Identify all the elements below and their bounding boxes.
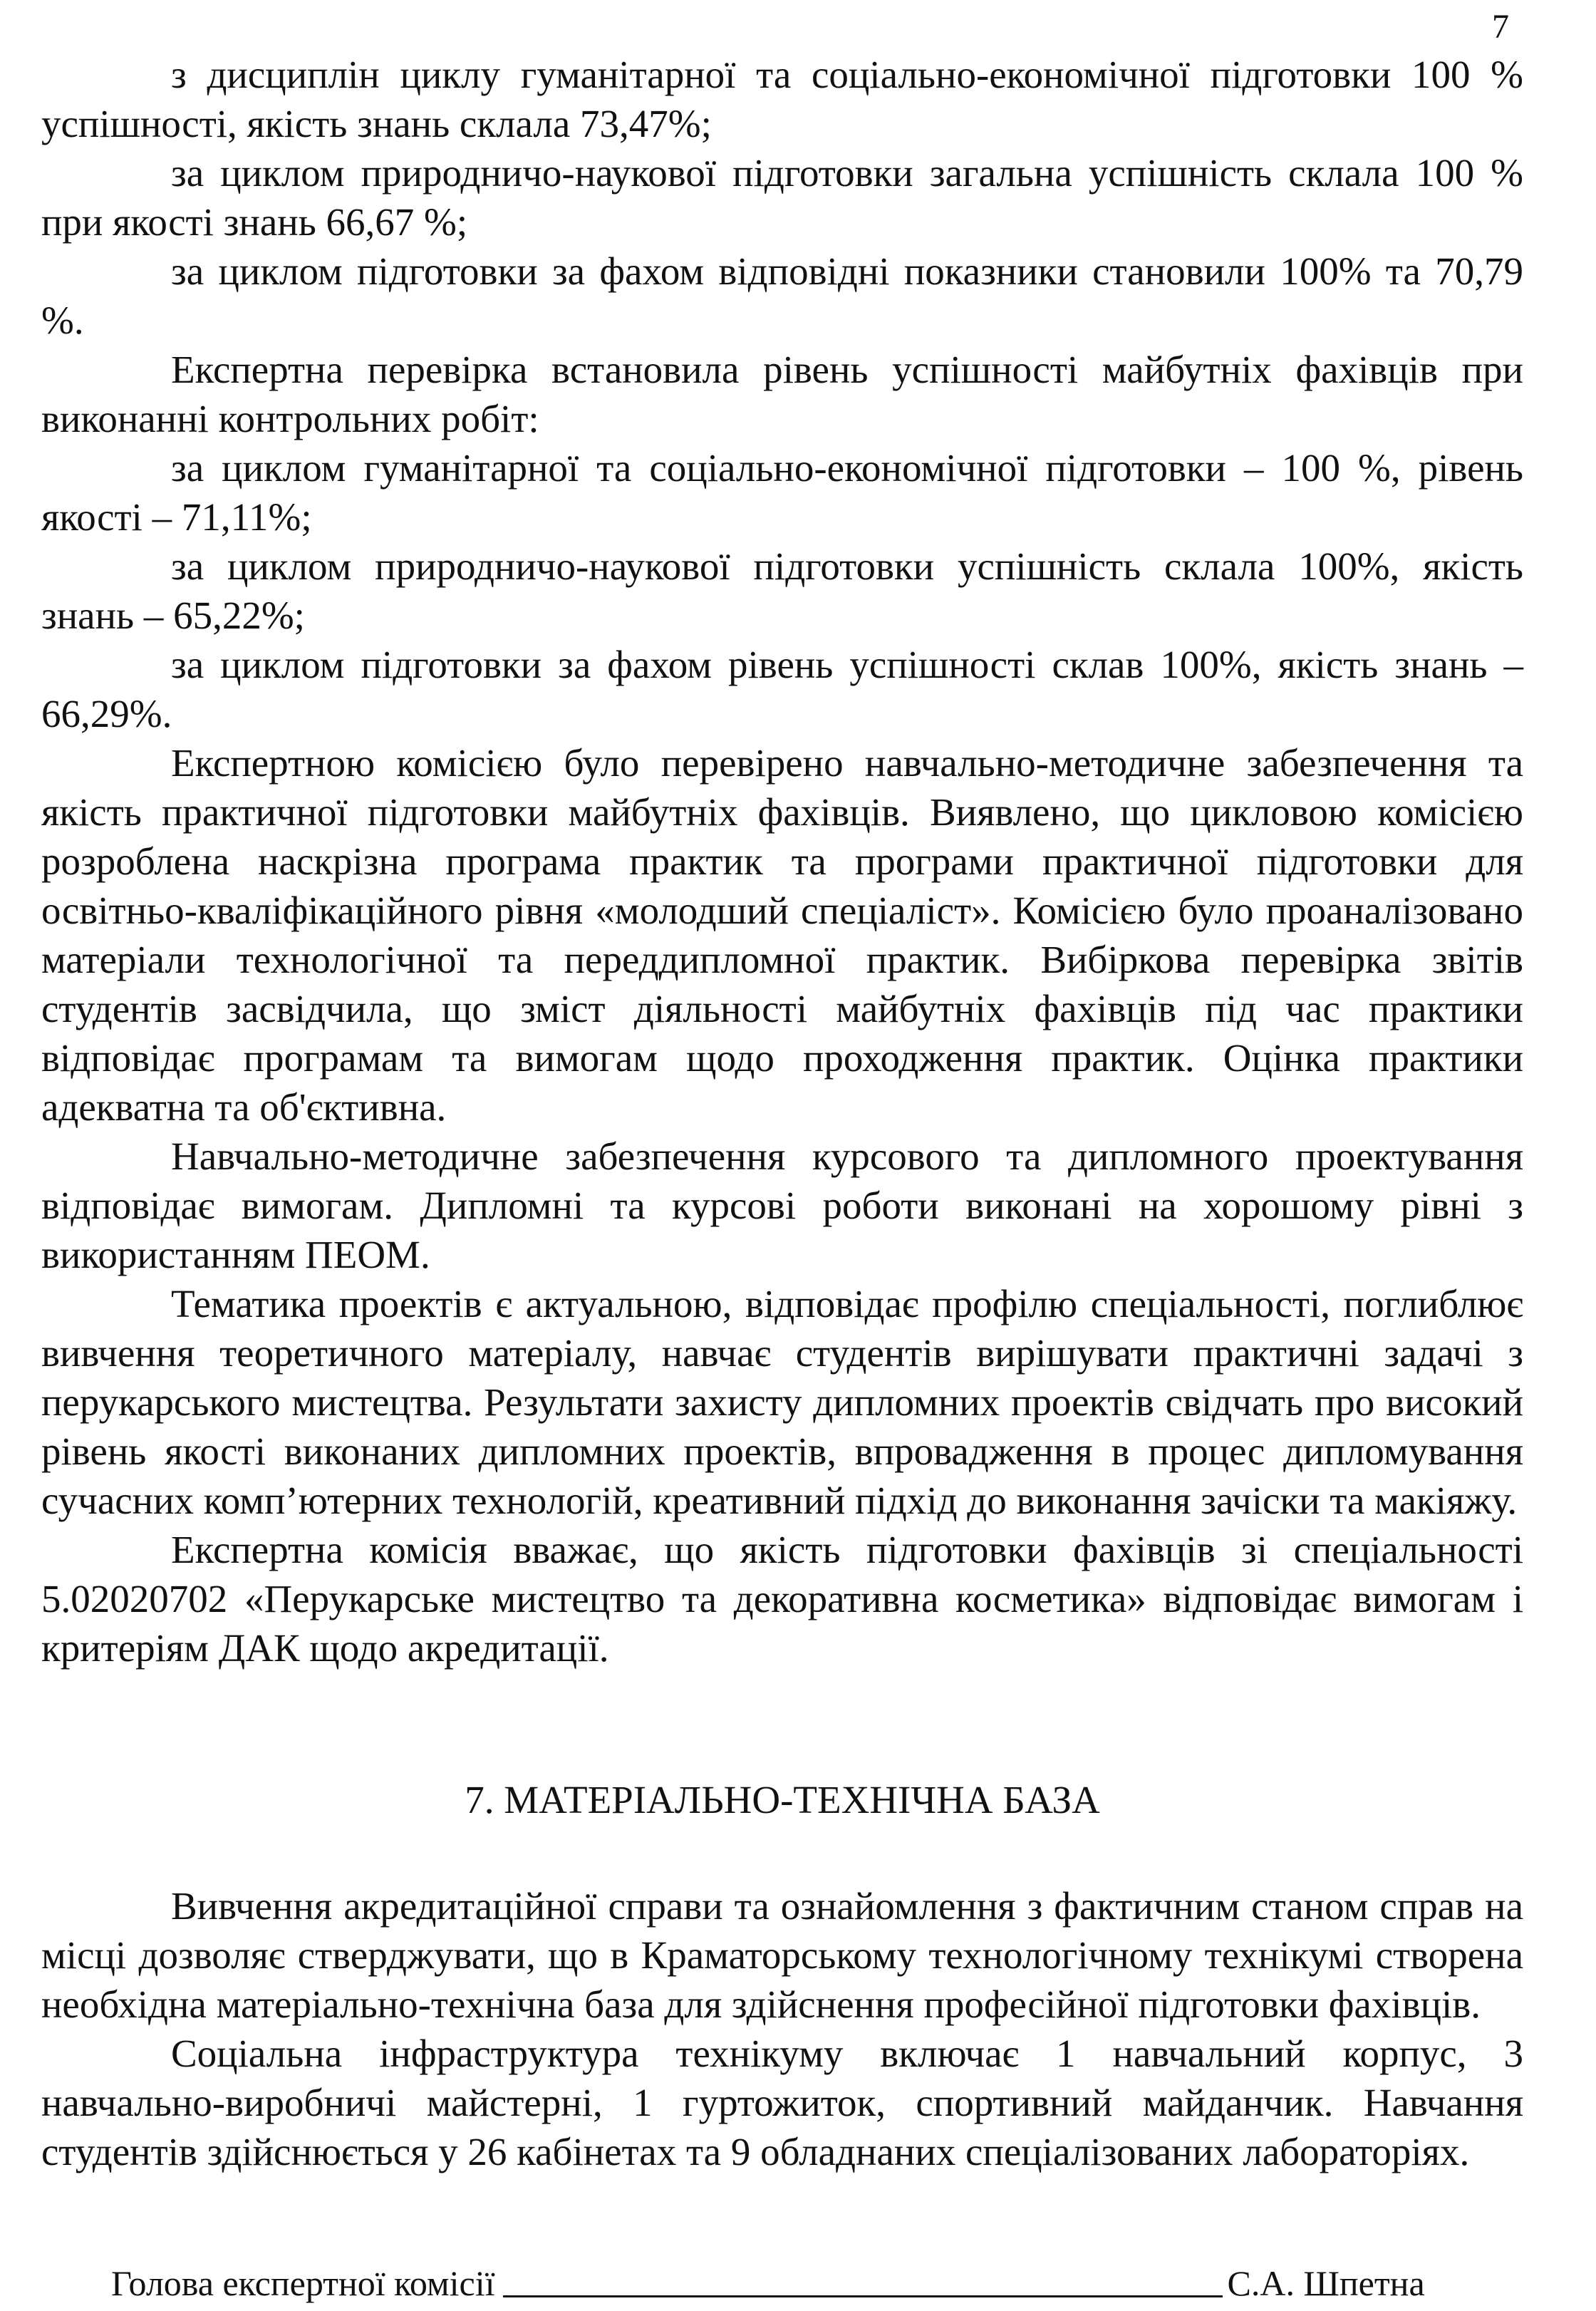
paragraph: з дисциплін циклу гуманітарної та соціально-економічної підготовки 100 % успішності, якість знань склала 73,47%; <box>41 53 1523 145</box>
paragraph: Експертна перевірка встановила рівень успішності майбутніх фахівців при виконанні контрольних робіт: <box>41 348 1523 440</box>
paragraph: Вивчення акредитаційної справи та ознайомлення з фактичним станом справ на місці дозволяє стверджувати, що в Краматорському технологічному технікумі створена необхідна матеріально-технічна база для здійснення професійної підготовки фахівців. <box>41 1884 1523 2026</box>
paragraph: за циклом природничо-наукової підготовки загальна успішність склала 100 % при якості знань 66,67 %; <box>41 151 1523 244</box>
paragraph: Експертна комісія вважає, що якість підготовки фахівців зі спеціальності 5.02020702 «Перукарське мистецтво та декоративна косметика» відповідає вимогам і критеріям ДАК щодо акредитації. <box>41 1528 1523 1670</box>
paragraph: Тематика проектів є актуальною, відповідає профілю спеціальності, поглиблює вивчення теоретичного матеріалу, навчає студентів вирішувати практичні задачі з перукарського мистецтва. Результати захисту дипломних проектів свідчать про високий рівень якості виконаних дипломних проектів, впровадження в процес дипломування сучасних комп’ютерних технологій, креативний підхід до виконання зачіски та макіяжу. <box>41 1282 1523 1522</box>
document-body <box>41 50 1523 2176</box>
page-number: 7 <box>1492 8 1509 46</box>
paragraph: за циклом підготовки за фахом відповідні показники становили 100% та 70,79 %. <box>41 249 1523 342</box>
paragraph: Соціальна інфраструктура технікуму включає 1 навчальний корпус, 3 навчально-виробничі майстерні, 1 гуртожиток, спортивний майданчик. Навчання студентів здійснюється у 26 кабінетах та 9 обладнаних спеціалізованих лабораторіях. <box>41 2032 1523 2173</box>
paragraph: за циклом природничо-наукової підготовки успішність склала 100%, якість знань – 65,22%; <box>41 544 1523 637</box>
section-heading: 7. МАТЕРІАЛЬНО-ТЕХНІЧНА БАЗА <box>465 1778 1100 1821</box>
signature-line <box>111 2262 1465 2305</box>
signature-underline <box>503 2264 1223 2297</box>
signature-label: Голова експертної комісії <box>111 2263 495 2303</box>
signatory-name: С.А. Шпетна <box>1227 2263 1425 2303</box>
paragraph: за циклом підготовки за фахом рівень успішності склав 100%, якість знань – 66,29%. <box>41 643 1523 735</box>
paragraph: Експертною комісією було перевірено навчально-методичне забезпечення та якість практичної підготовки майбутніх фахівців. Виявлено, що цикловою комісією розроблена наскрізна програма практик та програми практичної підготовки для освітньо-кваліфікаційного рівня «молодший спеціаліст». Комісією було проаналізовано матеріали технологічної та переддипломної практик. Вибіркова перевірка звітів студентів засвідчила, що зміст діяльності майбутніх фахівців під час практики відповідає програмам та вимогам щодо проходження практик. Оцінка практики адекватна та об'єктивна. <box>41 741 1523 1129</box>
paragraph: за циклом гуманітарної та соціально-економічної підготовки – 100 %, рівень якості – 71,11%; <box>41 446 1523 539</box>
paragraph: Навчально-методичне забезпечення курсового та дипломного проектування відповідає вимогам. Дипломні та курсові роботи виконані на хорошому рівні з використанням ПЕОМ. <box>41 1134 1523 1276</box>
